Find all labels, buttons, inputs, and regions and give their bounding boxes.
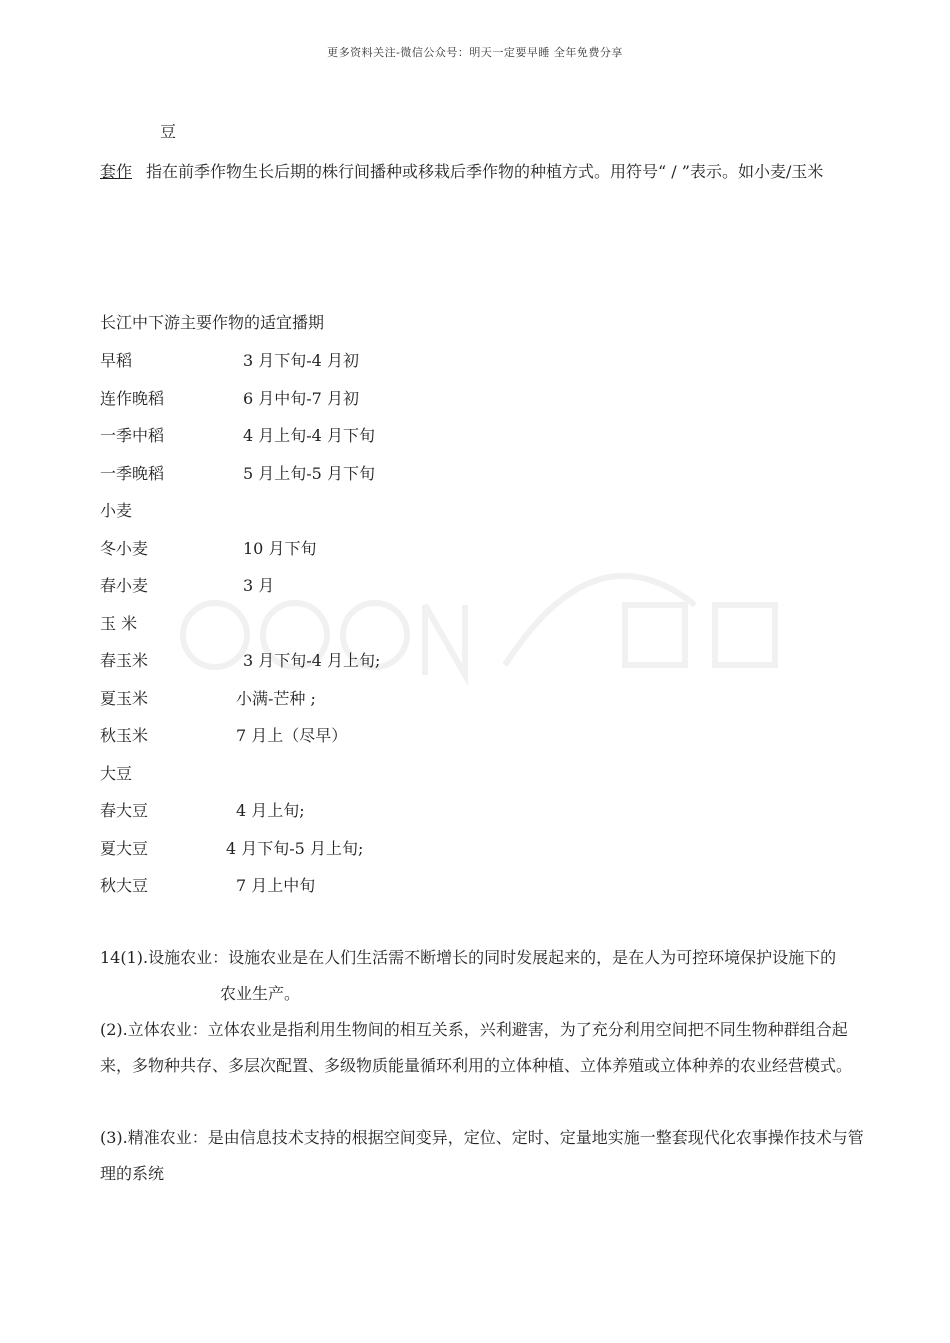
section-1-continuation: 农业生产。: [220, 984, 301, 1003]
section-facility-agriculture: [100, 940, 865, 1012]
sowing-period: 3 月: [243, 576, 275, 595]
section-precision-agriculture: (3).精准农业：是由信息技术支持的根据空间变异，定位、定时、定量地实施一整套现代化农事操作技术与管理的系统: [100, 1128, 864, 1183]
page-header-notice: 更多资料关注-微信公众号：明天一定要早睡 全年免费分享: [327, 46, 623, 59]
sowing-period: 4 月下旬-5 月上旬;: [226, 839, 364, 858]
sowing-period: 4 月上旬;: [236, 801, 305, 820]
section-1-text: 14(1).设施农业：设施农业是在人们生活需不断增长的同时发展起来的，是在人为可控环境保护设施下的: [100, 948, 837, 967]
crop-name: 夏玉米: [100, 689, 149, 708]
sowing-period: 5 月上旬-5 月下旬: [243, 464, 375, 483]
section-stereoscopic-agriculture: (2).立体农业：立体农业是指利用生物间的相互关系，兴利避害，为了充分利用空间把不同生物种群组合起来，多物种共存、多层次配置、多级物质能量循环利用的立体种植、立体养殖或立体种养的农业经营模式。: [100, 1020, 853, 1075]
crop-name: 玉 米: [100, 614, 138, 633]
sowing-period: 7 月上（尽早）: [236, 726, 348, 745]
crop-name: 春玉米: [100, 651, 149, 670]
table-title: 长江中下游主要作物的适宜播期: [100, 313, 325, 332]
crop-name: 一季晚稻: [100, 464, 165, 483]
crop-name: 大豆: [100, 764, 133, 783]
intercrop-term: 套作: [100, 162, 133, 181]
crop-name: 秋玉米: [100, 726, 149, 745]
crop-name: 春小麦: [100, 576, 149, 595]
intercrop-text: 指在前季作物生长后期的株行间播种或移栽后季作物的种植方式。用符号“ / ”表示。如小麦/玉米: [146, 162, 824, 181]
crop-name: 小麦: [100, 501, 133, 520]
intercrop-definition: [100, 162, 823, 181]
crop-name: 连作晚稻: [100, 389, 165, 408]
crop-name: 冬小麦: [100, 539, 149, 558]
crop-name: 早稻: [100, 351, 133, 370]
crop-name: 夏大豆: [100, 839, 149, 858]
crop-name: 秋大豆: [100, 876, 149, 895]
sowing-period: 4 月上旬-4 月下旬: [243, 426, 375, 445]
crop-name: 一季中稻: [100, 426, 165, 445]
fragment-text: 豆: [160, 122, 177, 141]
sowing-period: 6 月中旬-7 月初: [243, 389, 359, 408]
sowing-period: 10 月下旬: [243, 539, 317, 558]
sowing-period: 小满-芒种 ;: [236, 689, 316, 708]
sowing-period: 3 月下旬-4 月上旬;: [243, 651, 381, 670]
crop-name: 春大豆: [100, 801, 149, 820]
sowing-period: 3 月下旬-4 月初: [243, 351, 359, 370]
sowing-period: 7 月上中旬: [236, 876, 316, 895]
